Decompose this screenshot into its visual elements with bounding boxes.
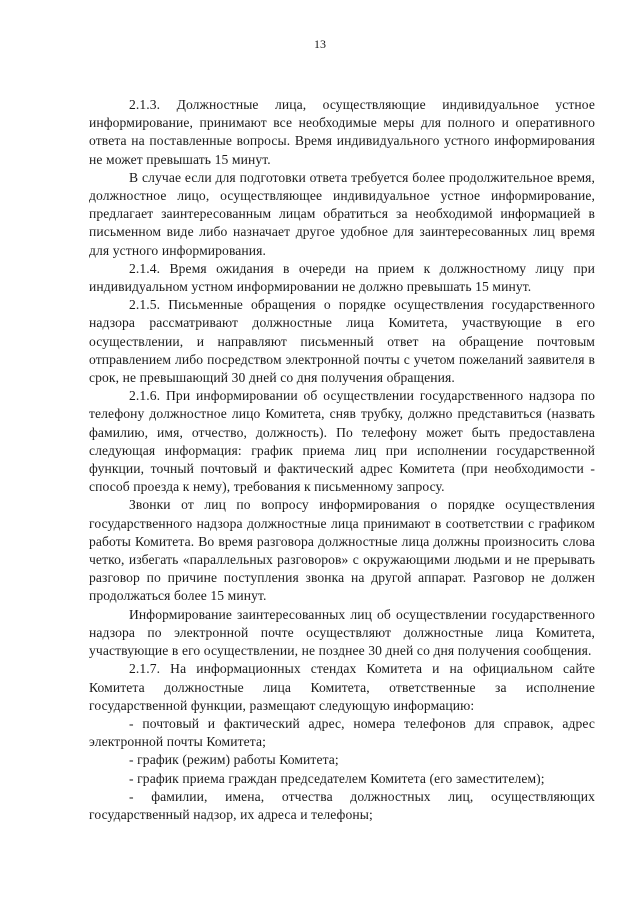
paragraph-email-informing: Информирование заинтересованных лиц об осуществлении государственного надзора по электронной почте осуществляют должностные лица Комитета, участвующие в его осуществлении, не позднее 30 дней со дня получения сообщения. — [89, 606, 595, 659]
paragraph-2-1-7: 2.1.7. На информационных стендах Комитета и на официальном сайте Комитета должностные лица Комитета, ответственные за исполнение государственной функции, размещают следующую информацию: — [89, 661, 595, 713]
list-item-address: - почтовый и фактический адрес, номера телефонов для справок, адрес электронной почты Комитета; — [89, 715, 595, 750]
list-item-schedule: - график (режим) работы Комитета; — [129, 752, 339, 768]
list-item-officials: - фамилии, имена, отчества должностных лиц, осуществляющих государственный надзор, их адреса и телефоны; — [89, 788, 595, 822]
document-body — [89, 96, 595, 824]
paragraph-phone-calls: Звонки от лиц по вопросу информирования о порядке осуществления государственного надзора должностные лица принимают в соответствии с графиком работы Комитета. Во время разговора должностные лица должны произносить слова четко, избегать «параллельных разговоров» с окружающими людьми и не прерывать разговор по причине поступления звонка на другой аппарат. Разговор не должен продолжаться более 15 минут. — [89, 497, 595, 604]
paragraph-2-1-4: 2.1.4. Время ожидания в очереди на прием к должностному лицу при индивидуальном устном информировании не должно превышать 15 минут. — [89, 260, 595, 295]
paragraph-2-1-6: 2.1.6. При информировании об осуществлении государственного надзора по телефону должностное лицо Комитета, сняв трубку, должно представиться (назвать фамилию, имя, отчество, должность). По телефону может быть предоставлена следующая информация: график приема лиц при исполнении государственной функции, точный почтовый и фактический адрес Комитета (при необходимости - способ проезда к нему), требования к письменному запросу. — [89, 388, 595, 495]
paragraph-extended-time: В случае если для подготовки ответа требуется более продолжительное время, должностное лицо, осуществляющее индивидуальное устное информирование, предлагает заинтересованным лицам обратиться за необходимой информацией в письменном виде либо назначает другое удобное для заинтересованных лиц время для устного информирования. — [89, 169, 595, 258]
page-number: 13 — [314, 37, 326, 51]
list-item-reception: - график приема граждан председателем Комитета (его заместителем); — [129, 770, 545, 786]
paragraph-2-1-3: 2.1.3. Должностные лица, осуществляющие индивидуальное устное информирование, принимают все необходимые меры для полного и оперативного ответа на поставленные вопросы. Время индивидуального устного информирования не может превышать 15 минут. — [89, 97, 595, 167]
paragraph-2-1-5: 2.1.5. Письменные обращения о порядке осуществления государственного надзора рассматривают должностные лица Комитета, участвующие в его осуществлении, и направляют письменный ответ на обращение почтовым отправлением либо посредством электронной почты с учетом пожеланий заявителя в срок, не превышающий 30 дней со дня получения обращения. — [89, 297, 595, 386]
